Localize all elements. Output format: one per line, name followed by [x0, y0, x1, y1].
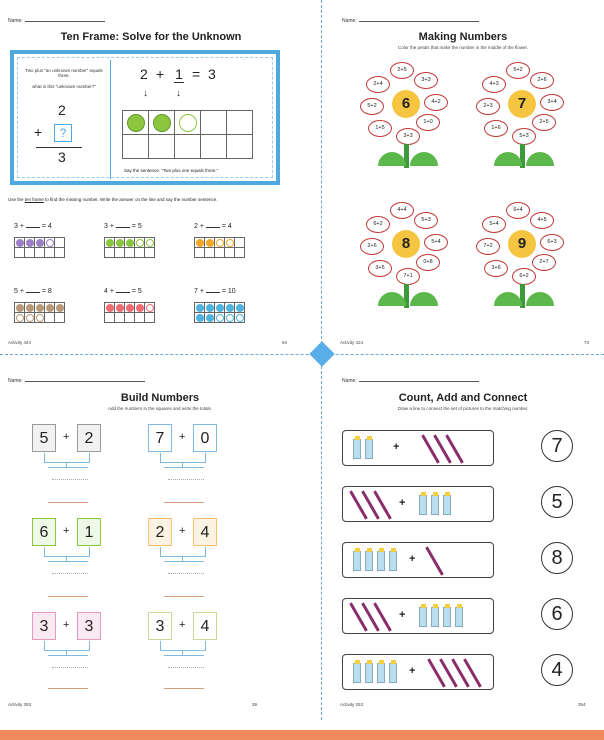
number-circle-7[interactable]: 7 [541, 430, 573, 462]
number-circle-8[interactable]: 8 [541, 542, 573, 574]
footer-activity: Activity 424 [340, 340, 364, 345]
footer-page: 354 [578, 702, 586, 707]
name-field: Name: [8, 18, 105, 24]
number-circle-5[interactable]: 5 [541, 486, 573, 518]
horizontal-divider [0, 354, 604, 355]
example-box: Two plus "an unknown number" equals three. what is this "unknown number?" 2 + ? 3 2 + 1 = 3 ↓ ↓ Say the sentence: "Two plus one equals three." [10, 50, 280, 185]
footer-page: 94 [282, 340, 288, 345]
name-field: Name: [342, 18, 479, 24]
flower-6[interactable]: 2+5 3+3 4+2 1+0 3+3 1+5 5+2 2+4 6 [360, 60, 452, 200]
number-circle-4[interactable]: 4 [541, 654, 573, 686]
example-question: what is this "unknown number?" [32, 84, 96, 89]
worksheet-build-numbers: Name: Build Numbers Add the numbers in the squares and write the totals. 5 + 2 7 + 0 6 + 1 2 + 4 3 + 3 3 + 4 Activity 393 39 [0, 356, 320, 710]
subtitle: Color the petals that make the number in the middle of the flower. [397, 45, 529, 50]
name-field: Name: [342, 378, 479, 384]
page-title: Making Numbers [418, 31, 508, 43]
picture-set-5[interactable]: + [342, 654, 494, 690]
name-field: Name: [8, 378, 145, 384]
say-sentence: Say the sentence: "Two plus one equals three." [124, 168, 219, 173]
page-title: Ten Frame: Solve for the Unknown [60, 31, 242, 43]
instructions: Use the ten frame to find the missing number. Write the answer on the line and say the number sentence. [8, 197, 218, 202]
footer-page: 39 [252, 702, 258, 707]
worksheet-ten-frame: Name: Ten Frame: Solve for the Unknown Two plus "an unknown number" equals three. what is this "unknown number?" 2 + ? 3 2 + 1 = 3 ↓ ↓ Say the sentence: "Two plus one equals three." Use the ten frame to find the missing number. Write the answer on the line and say the number sentence. 3 + = 4 3 + = 5 2 + = 4 5 + = 8 4 + = 5 7 + = 10 Activity 444 94 [0, 0, 302, 354]
page-title: Build Numbers [120, 392, 200, 404]
worksheet-count-add-connect [322, 356, 604, 726]
picture-set-1[interactable]: + [342, 430, 494, 466]
footer-page: 73 [584, 340, 590, 345]
flower-7[interactable]: 5+2 2+6 3+4 2+5 5+3 1+6 2+3 4+3 7 [476, 60, 568, 200]
unknown-box: ? [54, 124, 72, 142]
page-title: Count, Add and Connect [398, 392, 528, 404]
picture-set-3[interactable]: + [342, 542, 494, 578]
picture-set-2[interactable]: + [342, 486, 494, 522]
footer-activity: Activity 253 [340, 702, 364, 707]
number-circle-6[interactable]: 6 [541, 598, 573, 630]
example-text: Two plus "an unknown number" equals three. [25, 68, 103, 78]
subtitle: Add the numbers in the squares and write the totals. [107, 406, 213, 411]
flower-9[interactable]: 6+4 4+5 6+3 2+7 6+2 3+6 7+2 5+4 9 [476, 200, 568, 340]
worksheet-making-numbers [322, 0, 604, 354]
subtitle: Draw a line to connect the set of pictures to the matching number. [397, 406, 529, 411]
footer-activity: Activity 393 [8, 702, 32, 707]
example-ten-frame [122, 110, 253, 159]
flower-8[interactable]: 4+4 5+3 5+4 0+8 7+1 3+5 2+6 6+2 8 [360, 200, 452, 340]
footer-activity: Activity 444 [8, 340, 32, 345]
picture-set-4[interactable]: + [342, 598, 494, 634]
bottom-bar [0, 730, 604, 740]
